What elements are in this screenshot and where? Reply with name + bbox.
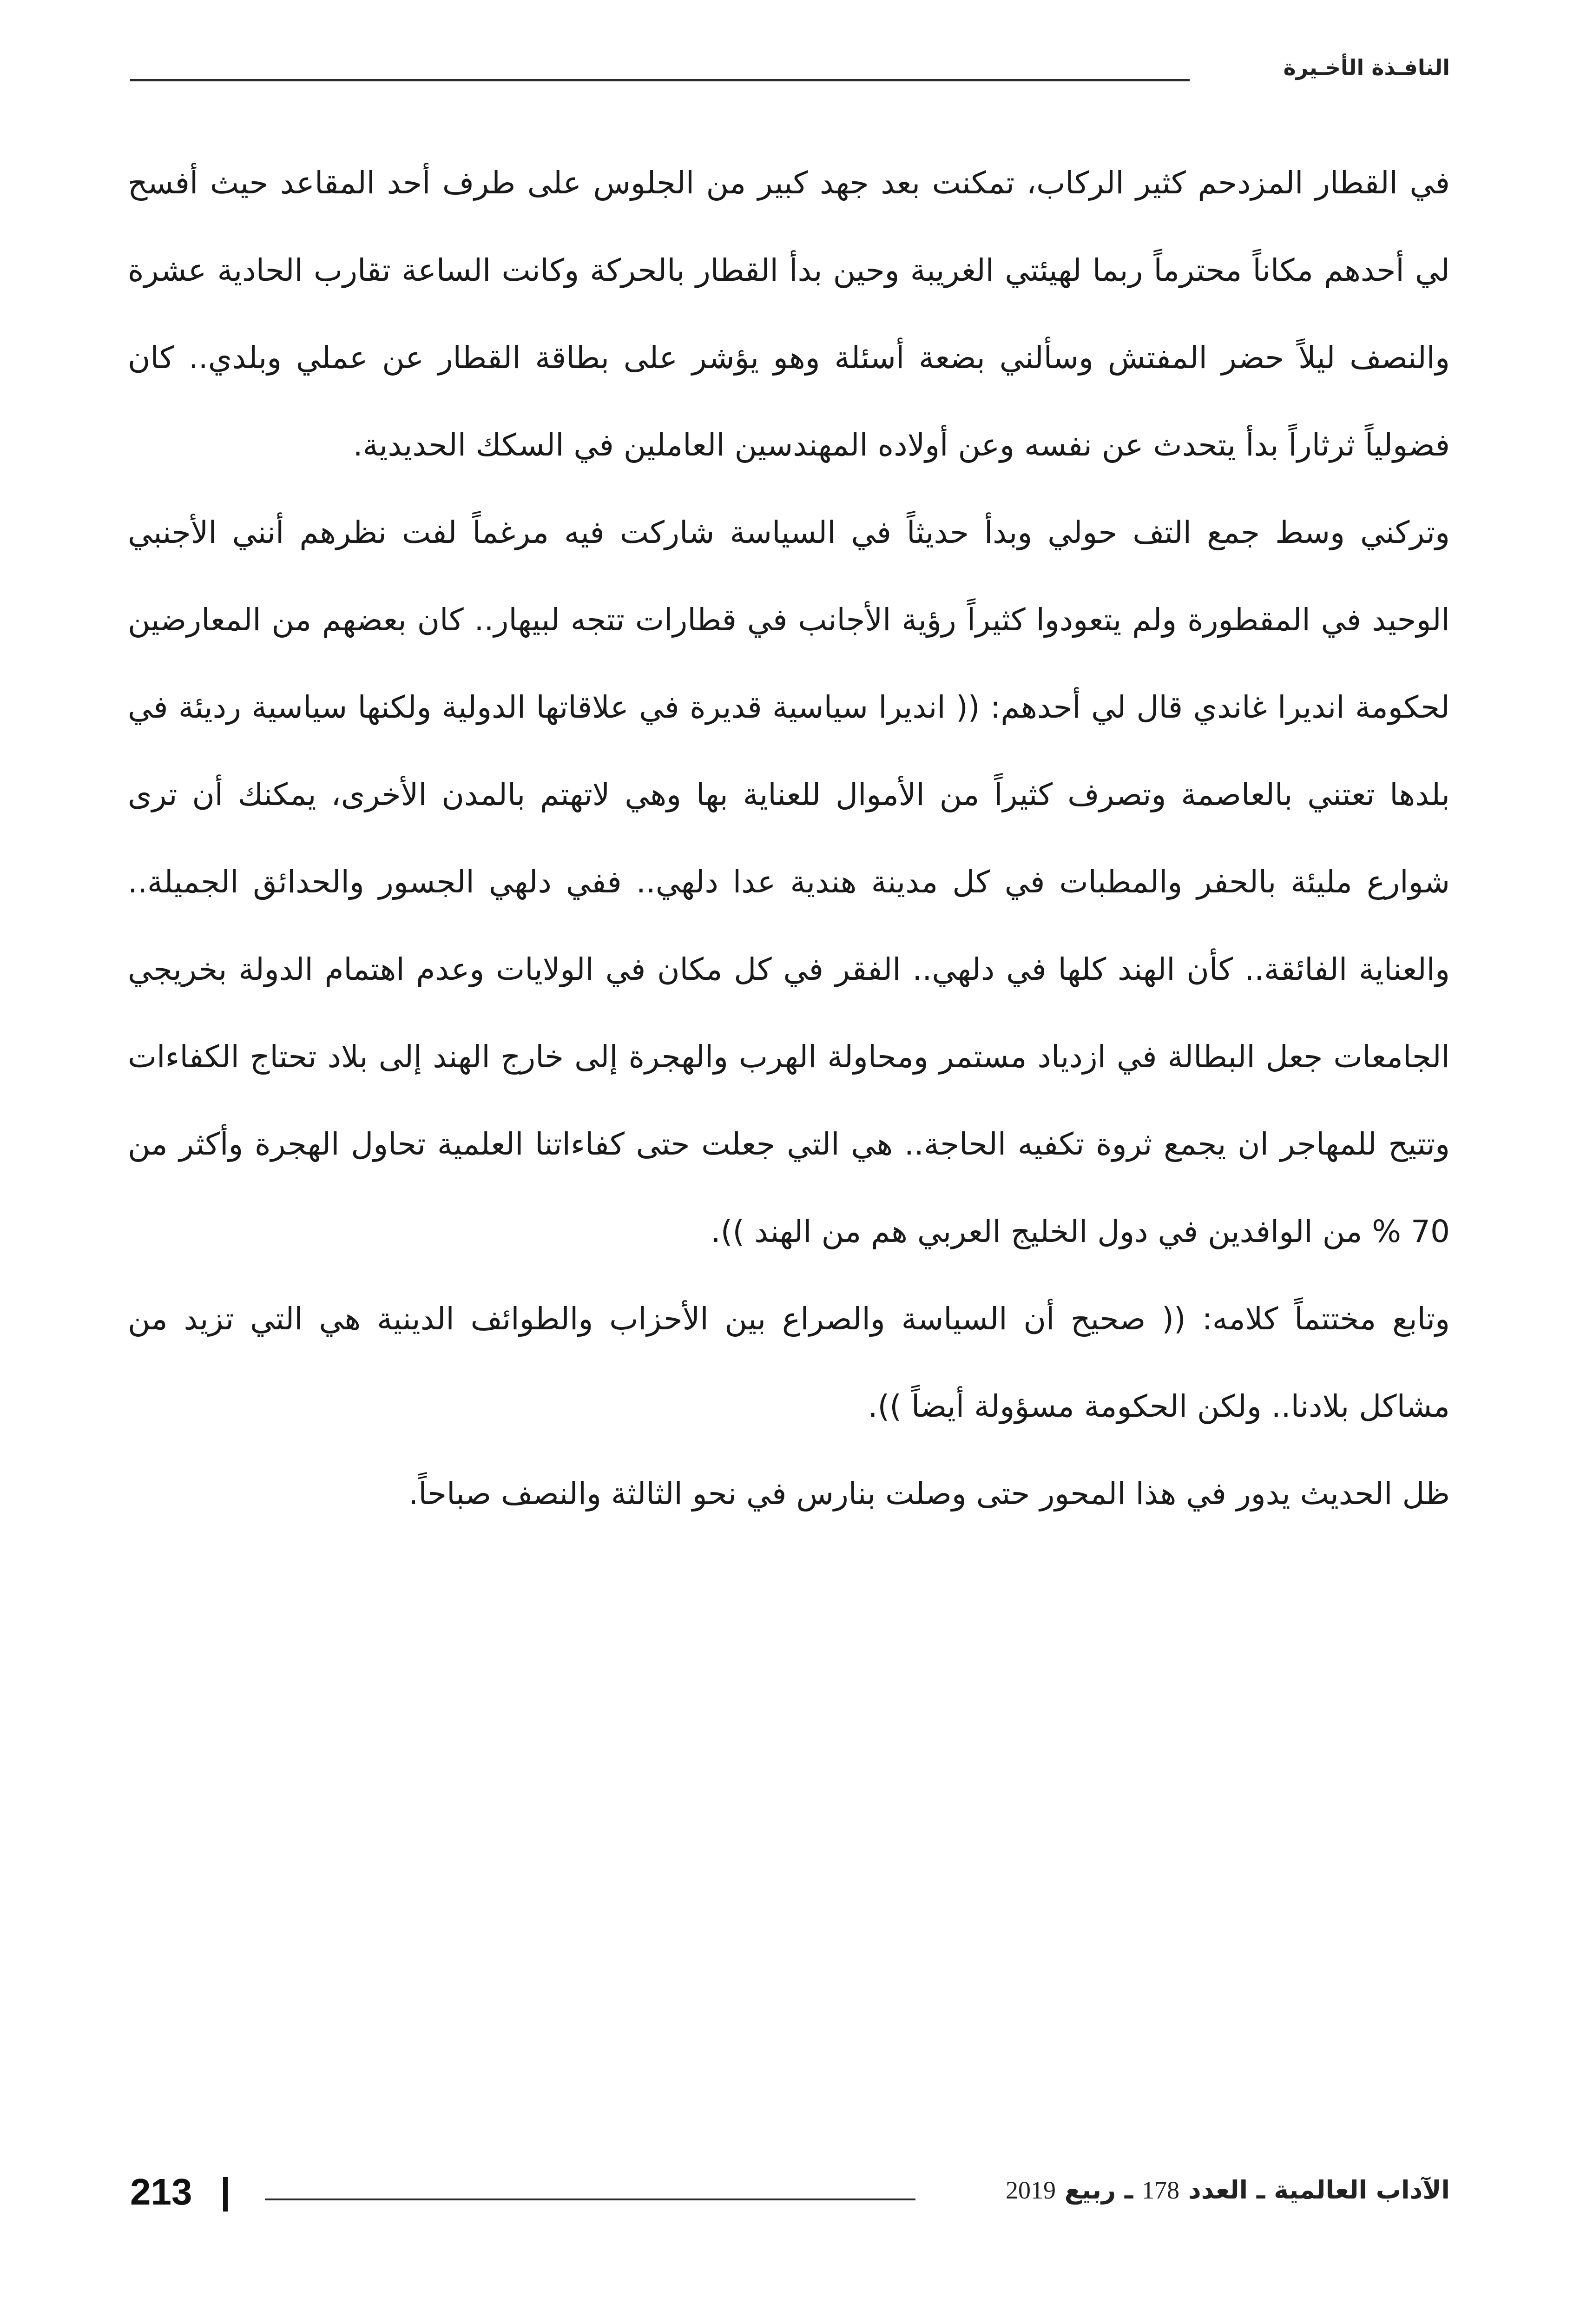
year: 2019 (1005, 2176, 1056, 2204)
page-number: 213 (130, 2171, 192, 2212)
page-footer (130, 2171, 1450, 2222)
running-title: النافـذة الأخـيرة (1283, 55, 1450, 80)
paragraph: وتابع مختتماً كلامه: (( صحيح أن السياسة والصراع بين الأحزاب والطوائف الدينية هي التي تزيد من مشاكل بلادنا.. ولكن الحكومة مسؤولة أيضاً )). (128, 1301, 1450, 1424)
issue-number: 178 (1142, 2176, 1180, 2204)
journal-citation (1006, 2175, 1450, 2205)
journal-name: الآداب العالمية ـ العدد (1188, 2175, 1450, 2205)
header-rule (130, 79, 1190, 81)
running-header (130, 55, 1450, 97)
page-number-bar (223, 2177, 228, 2212)
footer-rule (265, 2199, 915, 2200)
article-body (128, 139, 1450, 1538)
season: ـ ربيع (1064, 2175, 1133, 2205)
paragraph: ظل الحديث يدور في هذا المحور حتى وصلت بنارس في نحو الثالثة والنصف صباحاً. (408, 1476, 1450, 1512)
paragraph: في القطار المزدحم كثير الركاب، تمكنت بعد جهد كبير من الجلوس على طرف أحد المقاعد حيث أفسح لي أحدهم مكاناً محترماً ربما لهيئتي الغريبة وحين بدأ القطار بالحركة وكانت الساعة تقارب الحادية عشرة والنصف ليلاً حضر المفتش وسألني بضعة أسئلة وهو يؤشر على بطاقة القطار عن عملي وبلدي.. كان فضولياً ثرثاراً بدأ يتحدث عن نفسه وعن أولاده المهندسين العاملين في السكك الحديدية. (128, 165, 1450, 463)
paragraph: وتركني وسط جمع التف حولي وبدأ حديثاً في السياسة شاركت فيه مرغماً لفت نظرهم أنني الأجنبي الوحيد في المقطورة ولم يتعودوا كثيراً رؤية الأجانب في قطارات تتجه لبيهار.. كان بعضهم من المعارضين لحكومة انديرا غاندي قال لي أحدهم: (( انديرا سياسية قديرة في علاقاتها الدولية ولكنها سياسية رديئة في بلدها تعتني بالعاصمة وتصرف كثيراً من الأموال للعناية بها وهي لاتهتم بالمدن الأخرى، يمكنك أن ترى شوارع مليئة بالحفر والمطبات في كل مدينة هندية عدا دلهي.. ففي دلهي الجسور والحدائق الجميلة.. والعناية الفائقة.. كأن الهند كلها في دلهي.. الفقر في كل مكان في الولايات وعدم اهتمام الدولة بخريجي الجامعات جعل البطالة في ازدياد مستمر ومحاولة الهرب والهجرة إلى خارج الهند إلى بلاد تحتاج الكفاءات وتتيح للمهاجر ان يجمع ثروة تكفيه الحاجة.. هي التي جعلت حتى كفاءاتنا العلمية تحاول الهجرة وأكثر من 70 % من الوافدين في دول الخليج العربي هم من الهند )). (128, 515, 1450, 1249)
